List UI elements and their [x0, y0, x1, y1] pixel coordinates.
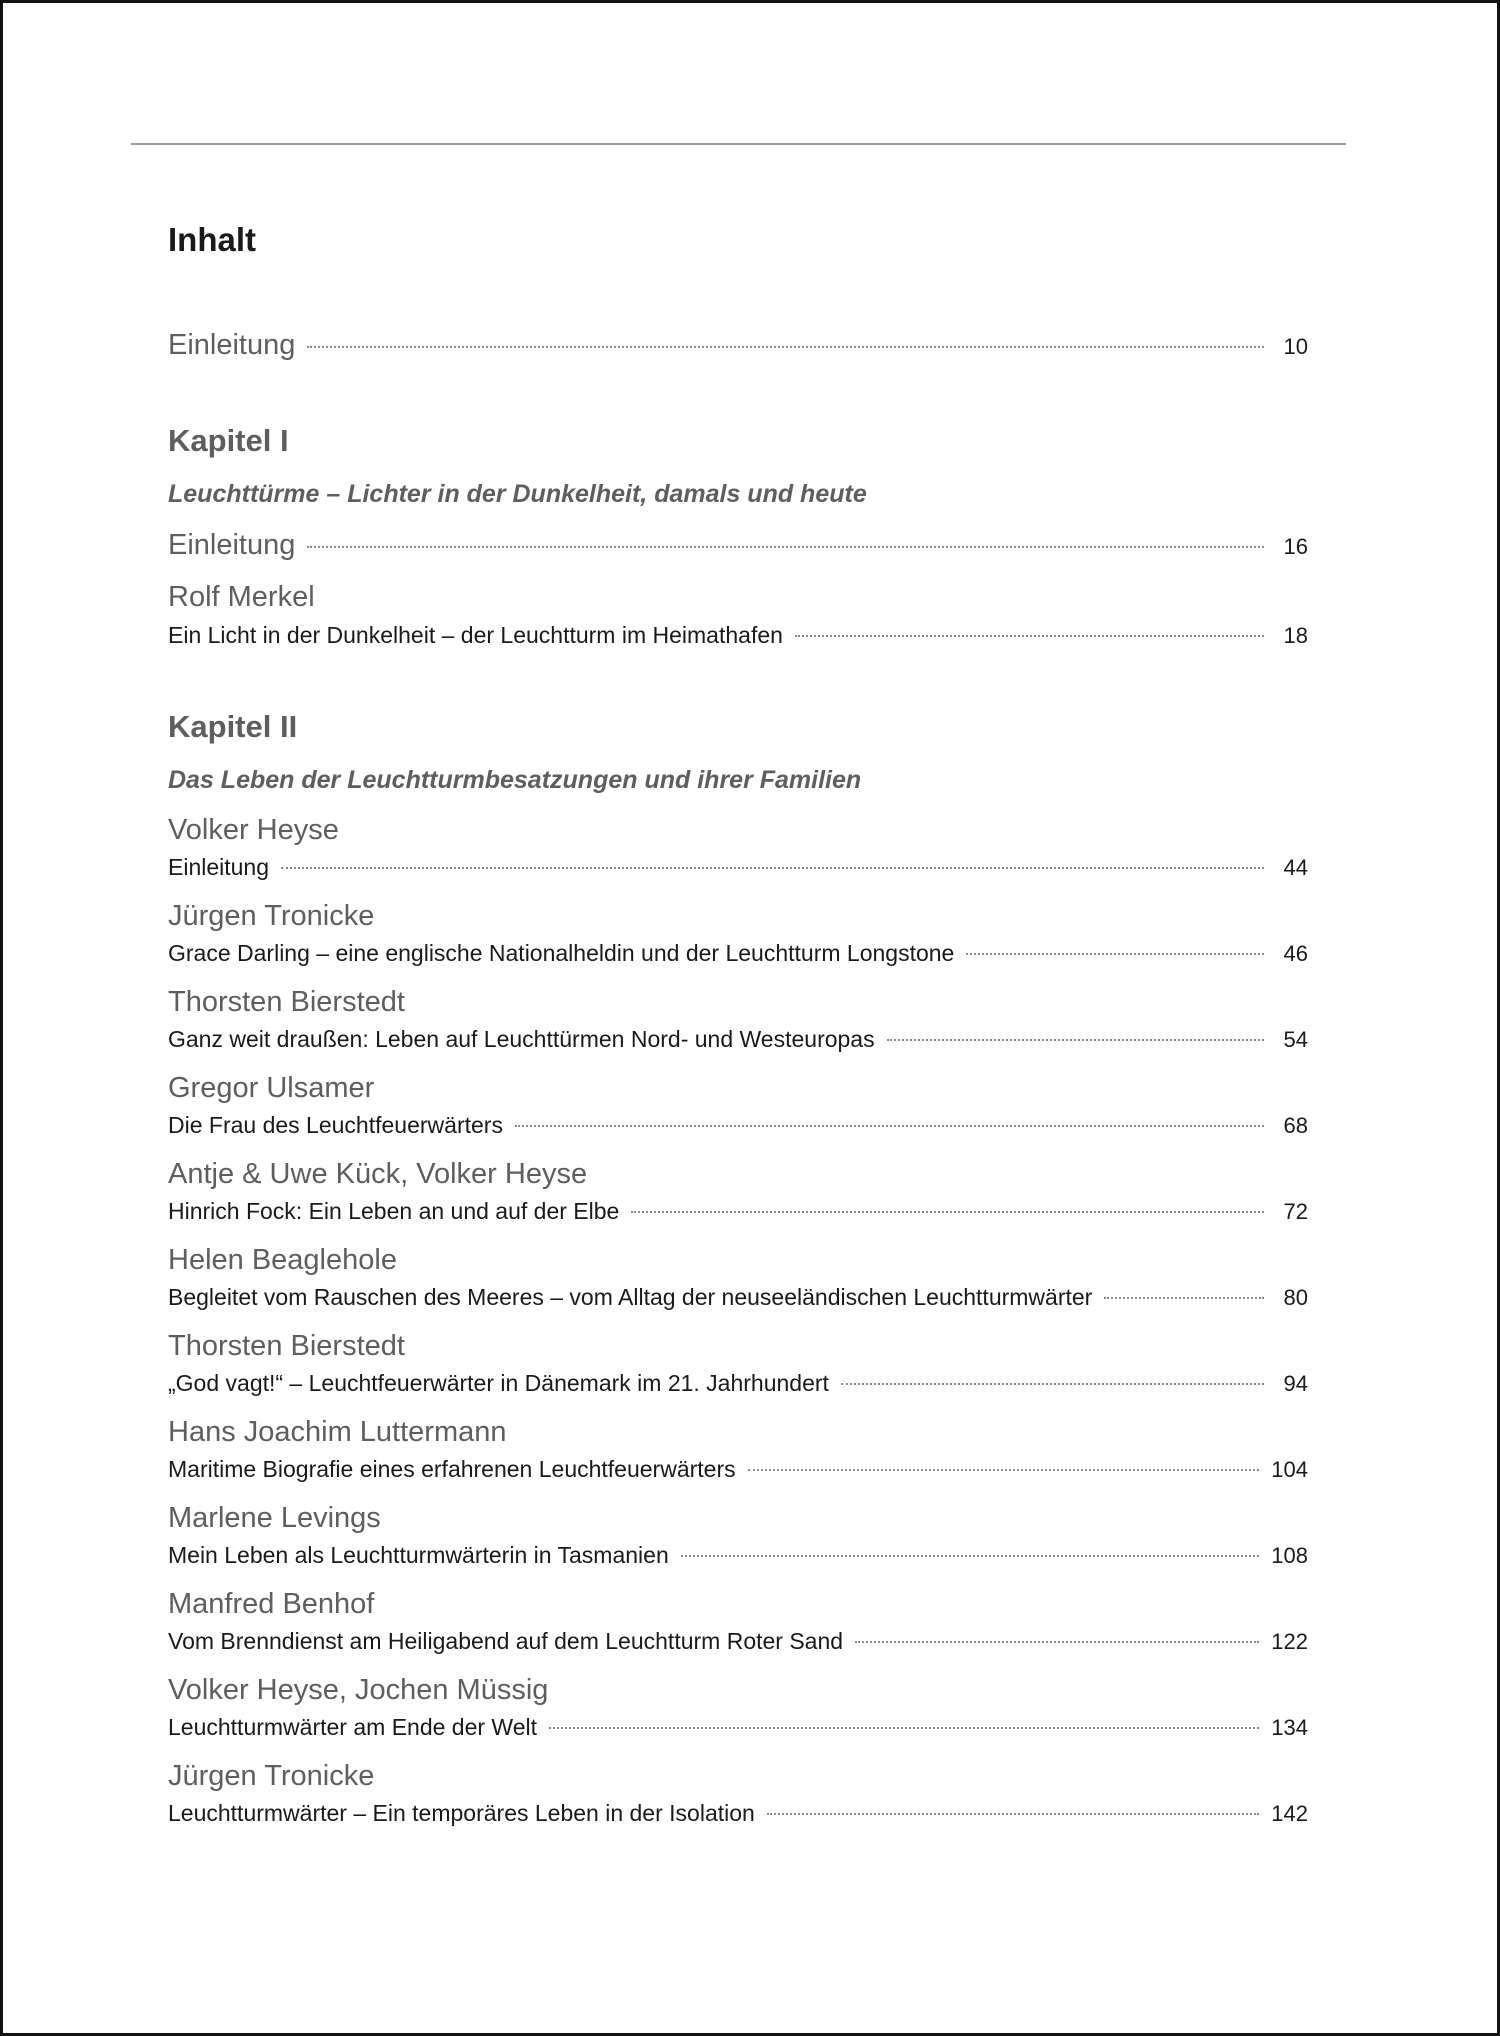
- toc-entry: [168, 854, 1308, 881]
- dot-leader: [767, 1813, 1259, 1815]
- dot-leader: [515, 1125, 1264, 1127]
- entry-author: Volker Heyse, Jochen Müssig: [168, 1674, 549, 1706]
- chapter-heading: Kapitel I: [168, 423, 289, 458]
- dot-leader: [887, 1039, 1264, 1041]
- entry-author: Helen Beaglehole: [168, 1244, 397, 1276]
- dot-leader: [795, 635, 1264, 637]
- dot-leader: [281, 867, 1264, 869]
- toc-entry: [168, 1198, 1308, 1225]
- page-number: 18: [1283, 623, 1308, 648]
- page-number: 72: [1283, 1199, 1308, 1224]
- entry-author: Rolf Merkel: [168, 581, 315, 613]
- page-number: 94: [1283, 1371, 1308, 1396]
- entry-title: Ein Licht in der Dunkelheit – der Leuchtturm im Heimathafen: [168, 622, 783, 648]
- toc-entry: [168, 1628, 1308, 1655]
- toc-entry: [168, 1456, 1308, 1483]
- entry-title: „God vagt!“ – Leuchtfeuerwärter in Dänemark im 21. Jahrhundert: [168, 1370, 829, 1396]
- entry-title: Einleitung: [168, 854, 270, 880]
- page-number: 134: [1271, 1715, 1308, 1740]
- page-number: 54: [1283, 1027, 1308, 1052]
- page-number: 108: [1271, 1543, 1308, 1568]
- toc-entry: [168, 1112, 1308, 1139]
- dot-leader: [307, 546, 1264, 548]
- dot-leader: [1104, 1297, 1264, 1299]
- page-number: 68: [1283, 1113, 1308, 1138]
- entry-author: Thorsten Bierstedt: [168, 986, 405, 1018]
- toc-entry-chapter-intro: [168, 529, 1308, 562]
- entry-author: Jürgen Tronicke: [168, 900, 375, 932]
- entry-title: Grace Darling – eine englische Nationalheldin und der Leuchtturm Longstone: [168, 940, 955, 966]
- page-number: 46: [1283, 941, 1308, 966]
- dot-leader: [681, 1555, 1260, 1557]
- page-number: 142: [1271, 1801, 1308, 1826]
- page-number: 44: [1283, 855, 1308, 880]
- entry-title: Vom Brenndienst am Heiligabend auf dem Leuchtturm Roter Sand: [168, 1628, 844, 1654]
- entry-title: Mein Leben als Leuchtturmwärterin in Tasmanien: [168, 1542, 669, 1568]
- dot-leader: [549, 1727, 1259, 1729]
- toc-entry: [168, 622, 1308, 649]
- entry-author: Volker Heyse: [168, 814, 339, 846]
- toc-entry: [168, 940, 1308, 967]
- entry-author: Thorsten Bierstedt: [168, 1330, 405, 1362]
- page-number: 10: [1283, 334, 1308, 359]
- page-title: Inhalt: [168, 221, 256, 258]
- chapter-subtitle: Leuchttürme – Lichter in der Dunkelheit, damals und heute: [168, 480, 867, 508]
- entry-author: Marlene Levings: [168, 1502, 381, 1534]
- entry-title: Hinrich Fock: Ein Leben an und auf der Elbe: [168, 1198, 620, 1224]
- entry-author: Hans Joachim Luttermann: [168, 1416, 507, 1448]
- toc-entry: [168, 1370, 1308, 1397]
- page-number: 104: [1271, 1457, 1308, 1482]
- entry-title: Ganz weit draußen: Leben auf Leuchttürmen Nord- und Westeuropas: [168, 1026, 875, 1052]
- dot-leader: [748, 1469, 1260, 1471]
- dot-leader: [841, 1383, 1264, 1385]
- toc-entry: [168, 1542, 1308, 1569]
- entry-title: Leuchtturmwärter am Ende der Welt: [168, 1714, 538, 1740]
- dot-leader: [966, 953, 1264, 955]
- entry-title: Die Frau des Leuchtfeuerwärters: [168, 1112, 503, 1138]
- entry-author: Antje & Uwe Kück, Volker Heyse: [168, 1158, 588, 1190]
- entry-author: Gregor Ulsamer: [168, 1072, 375, 1104]
- entry-title: Maritime Biografie eines erfahrenen Leuchtfeuerwärters: [168, 1456, 736, 1482]
- page-number: 80: [1283, 1285, 1308, 1310]
- entry-title: Einleitung: [168, 329, 296, 361]
- chapter-subtitle: Das Leben der Leuchtturmbesatzungen und ihrer Familien: [168, 766, 862, 794]
- dot-leader: [307, 346, 1264, 348]
- toc-entry: [168, 1714, 1308, 1741]
- entry-author: Jürgen Tronicke: [168, 1760, 375, 1792]
- dot-leader: [631, 1211, 1264, 1213]
- toc-entry: [168, 1284, 1308, 1311]
- chapter-heading: Kapitel II: [168, 709, 298, 744]
- page-number: 16: [1283, 534, 1308, 559]
- dot-leader: [855, 1641, 1259, 1643]
- page-number: 122: [1271, 1629, 1308, 1654]
- entry-title: Begleitet vom Rauschen des Meeres – vom Alltag der neuseeländischen Leuchtturmwärter: [168, 1284, 1093, 1310]
- top-rule: [131, 143, 1346, 145]
- entry-title: Einleitung: [168, 529, 296, 561]
- entry-title: Leuchtturmwärter – Ein temporäres Leben in der Isolation: [168, 1800, 755, 1826]
- entry-author: Manfred Benhof: [168, 1588, 375, 1620]
- toc-entry-intro: [168, 329, 1308, 362]
- toc-entry: [168, 1800, 1308, 1827]
- toc-entry: [168, 1026, 1308, 1053]
